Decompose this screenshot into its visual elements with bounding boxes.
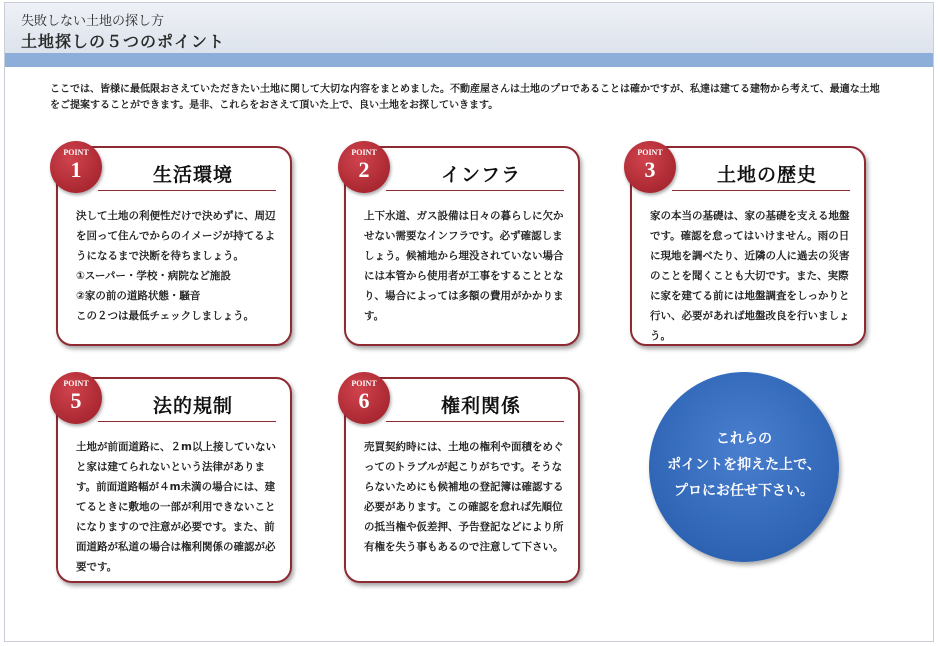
point-number: 1 <box>70 157 82 182</box>
title-underline <box>386 421 564 422</box>
title-underline <box>98 190 276 191</box>
point-card-2 <box>344 146 580 346</box>
page-header <box>5 3 933 53</box>
point-card-5 <box>56 377 292 583</box>
title-underline <box>98 421 276 422</box>
point-number: 5 <box>70 388 82 413</box>
intro-text: ここでは、皆様に最低限おさえていただきたい土地に関して大切な内容をまとめました。不動産屋さんは土地のプロであることは確かですが、私達は建てる建物から考えて、最適な土地をご提案することができます。是非、これらをおさえて頂いた上で、良い土地をお探していきます。 <box>50 84 880 111</box>
point-badge <box>50 372 102 424</box>
point-card-6 <box>344 377 580 583</box>
point-badge <box>50 141 102 193</box>
point-body: 決して土地の利便性だけで決めずに、周辺を回って住んでからのイメージが持てるようになるまで決断を待ちましょう。 ①スーパー・学校・病院など施設 ②家の前の道路状態・騒音 この２つは最低チェックしましょう。 <box>76 210 276 322</box>
point-card-3 <box>630 146 866 346</box>
page-title: 土地探しの５つのポイント <box>21 32 226 51</box>
page-subtitle: 失敗しない土地の探し方 <box>21 14 165 29</box>
title-underline <box>386 190 564 191</box>
point-badge <box>624 141 676 193</box>
point-badge-label: POINT <box>637 148 663 157</box>
point-badge-label: POINT <box>63 148 89 157</box>
callout-circle <box>649 372 839 562</box>
point-title: 法的規制 <box>152 395 233 417</box>
point-badge <box>338 141 390 193</box>
point-title: 権利関係 <box>440 395 521 417</box>
point-card-1 <box>56 146 292 346</box>
point-title: 土地の歴史 <box>716 164 817 186</box>
point-title: インフラ <box>440 164 521 186</box>
point-body: 土地が前面道路に、２m以上接していないと家は建てられないという法律があります。前面道路幅が４m未満の場合には、建てるときに敷地の一部が利用できないことになりますので注意が必要です。また、前面道路が私道の場合は権利関係の確認が必要です。 <box>76 441 276 573</box>
callout-text: これらの ポイントを抑えた上で、 プロにお任せ下さい。 <box>667 431 821 499</box>
point-title: 生活環境 <box>152 164 233 186</box>
point-number: 3 <box>644 157 656 182</box>
point-badge <box>338 372 390 424</box>
point-number: 6 <box>358 388 370 413</box>
title-underline <box>672 190 850 191</box>
point-body: 家の本当の基礎は、家の基礎を支える地盤です。確認を怠ってはいけません。雨の日に現地を調べたり、近隣の人に過去の災害のことを聞くことも大切です。また、実際に家を建てる前には地盤調査をしっかりと行い、必要があれば地盤改良を行いましょう。 <box>650 210 850 342</box>
header-divider-bar <box>5 53 933 67</box>
point-number: 2 <box>358 157 370 182</box>
point-body: 売買契約時には、土地の権利や面積をめぐってのトラブルが起こりがちです。そうならないためにも候補地の登記簿は確認する必要があります。この確認を怠れば先順位の抵当権や仮差押、予告登記などにより所有権を失う事もあるので注意して下さい。 <box>364 441 564 553</box>
point-badge-label: POINT <box>351 379 377 388</box>
point-badge-label: POINT <box>63 379 89 388</box>
point-badge-label: POINT <box>351 148 377 157</box>
point-body: 上下水道、ガス設備は日々の暮らしに欠かせない需要なインフラです。必ず確認しましょう。候補地から埋没されていない場合には本管から使用者が工事をすることとなり、場合によっては多額の費用がかかります。 <box>364 210 564 322</box>
